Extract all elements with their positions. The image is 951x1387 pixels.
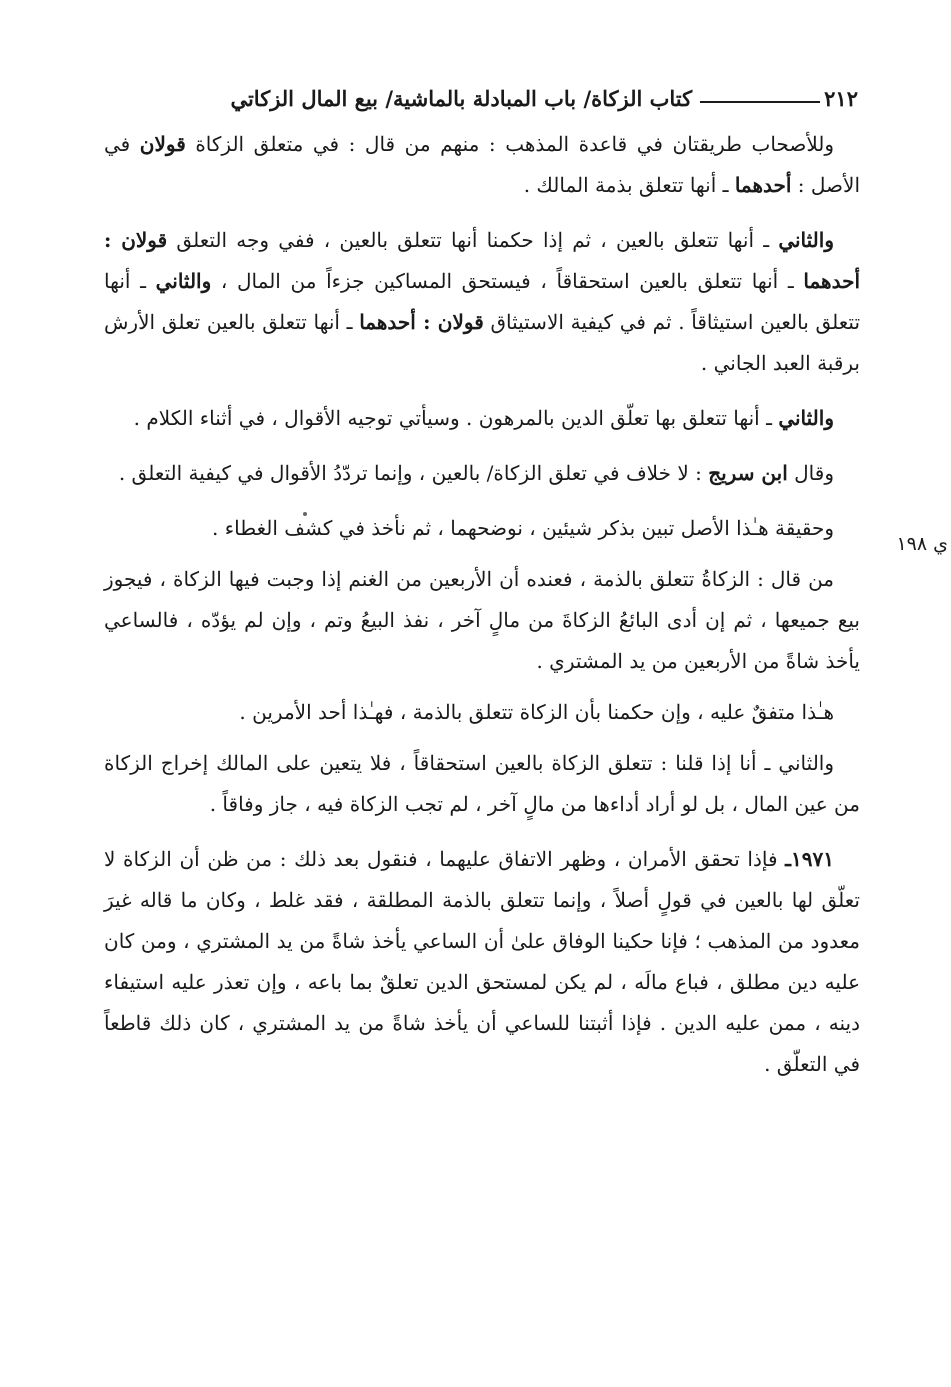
body-text xyxy=(104,124,860,1095)
bold-term: أحدهما xyxy=(734,173,792,197)
header-title: كتاب الزكاة/ باب المبادلة بالماشية/ بيع المال الزكاتي xyxy=(230,85,693,111)
bold-term: قولان : أحدهما xyxy=(104,228,860,293)
section-number: ١٩٧١ـ xyxy=(785,847,834,871)
paragraph-8: والثاني ـ أنا إذا قلنا : تتعلق الزكاة بالعين استحقاقاً ، فلا يتعين على المالك إخراج الزكاة من عين المال ، بل لو أراد أداءها من مالٍ آخر ، لم تجب الزكاة فيه ، جاز وفاقاً . xyxy=(104,751,860,816)
paragraph-4 xyxy=(104,453,860,494)
text-run: ـ أنها تتعلق بالعين استيثاقاً . ثم في كيفية الاستيثاق xyxy=(104,269,861,334)
page-number: ٢١٢ xyxy=(824,85,858,111)
text-run: في الأصل : xyxy=(104,132,860,197)
text-run: وللأصحاب طريقتان في قاعدة المذهب : منهم من قال : في متعلق الزكاة xyxy=(185,132,835,156)
bold-term: والثاني xyxy=(778,228,834,252)
text-run: فإذا تحقق الأمران ، وظهر الاتفاق عليهما ، فنقول بعد ذلك : من ظن أن الزكاة لا تعلّق لها بالعين في قولٍ أصلاً ، وإنما تتعلق بالذمة المطلقة ، فقد غلط ، وكان ما قاله غيرَ معدود من المذهب ؛ فإنا حكينا الوفاق علىٰ أن الساعي يأخذ شاةً من يد المشتري ، ومن كان عليه دين مطلق ، فباع مالَه ، لم يكن لمستحق الدين تعلقٌ بما باعه ، وإن تعذر عليه استيفاء دينه ، ممن عليه الدين . فإذا أثبتنا للساعي أن يأخذ شاةً من يد المشتري ، كان ذلك قاطعاً في التعلّق . xyxy=(104,847,860,1076)
text-run: : لا خلاف في تعلق الزكاة/ بالعين ، وإنما تردّدُ الأقوال في كيفية التعلق . xyxy=(118,461,709,485)
bold-term: قولان : أحدهما xyxy=(359,310,484,334)
paragraph-5: وحقيقة هـٰذا الأصل تبين بذكر شيئين ، نوضحهما ، ثم نأخذ في كشف الغطاء . xyxy=(212,516,834,540)
bold-term: والثاني xyxy=(778,406,834,430)
paragraph-6: من قال : الزكاةُ تتعلق بالذمة ، فعنده أن الأربعين من الغنم إذا وجبت فيها الزكاة ، فيجوز بيع جميعها ، ثم إن أدى البائعُ الزكاةَ من مالٍ آخر ، نفذ البيعُ وتم ، وإن لم يؤدّه ، فالساعي يأخذ شاةً من الأربعين من يد المشتري . xyxy=(104,567,860,673)
scan-speck xyxy=(303,512,307,516)
paragraph-1 xyxy=(104,124,860,206)
text-run: ـ أنها تتعلق بالعين ، ثم إذا حكمنا أنها تتعلق بالعين ، ففي وجه التعلق xyxy=(167,228,779,252)
running-header xyxy=(110,78,858,118)
text-run: ـ أنها تتعلق بذمة المالك . xyxy=(523,173,735,197)
header-rule xyxy=(700,101,820,103)
text-run: ـ أنها تتعلق بها تعلّق الدين بالمرهون . وسيأتي توجيه الأقوال ، في أثناء الكلام . xyxy=(133,406,779,430)
paragraph-2 xyxy=(104,220,860,384)
text-run: ـ أنها تتعلق بالعين تعلق الأرش برقبة العبد الجاني . xyxy=(104,310,860,375)
text-run: وقال xyxy=(787,461,834,485)
paragraph-3 xyxy=(104,398,860,439)
paragraph-7: هـٰذا متفقٌ عليه ، وإن حكمنا بأن الزكاة تتعلق بالذمة ، فهـٰذا أحد الأمرين . xyxy=(239,700,834,724)
bold-term: قولان xyxy=(139,132,186,156)
text-run: ـ أنها تتعلق بالعين استحقاقاً ، فيستحق المساكين جزءاً من المال ، xyxy=(211,269,804,293)
margin-folio-reference: ي ١٩٨ xyxy=(896,533,948,555)
bold-term: ابن سريج xyxy=(708,461,788,485)
bold-term: والثاني xyxy=(155,269,212,293)
paragraph-9 xyxy=(104,839,860,1085)
